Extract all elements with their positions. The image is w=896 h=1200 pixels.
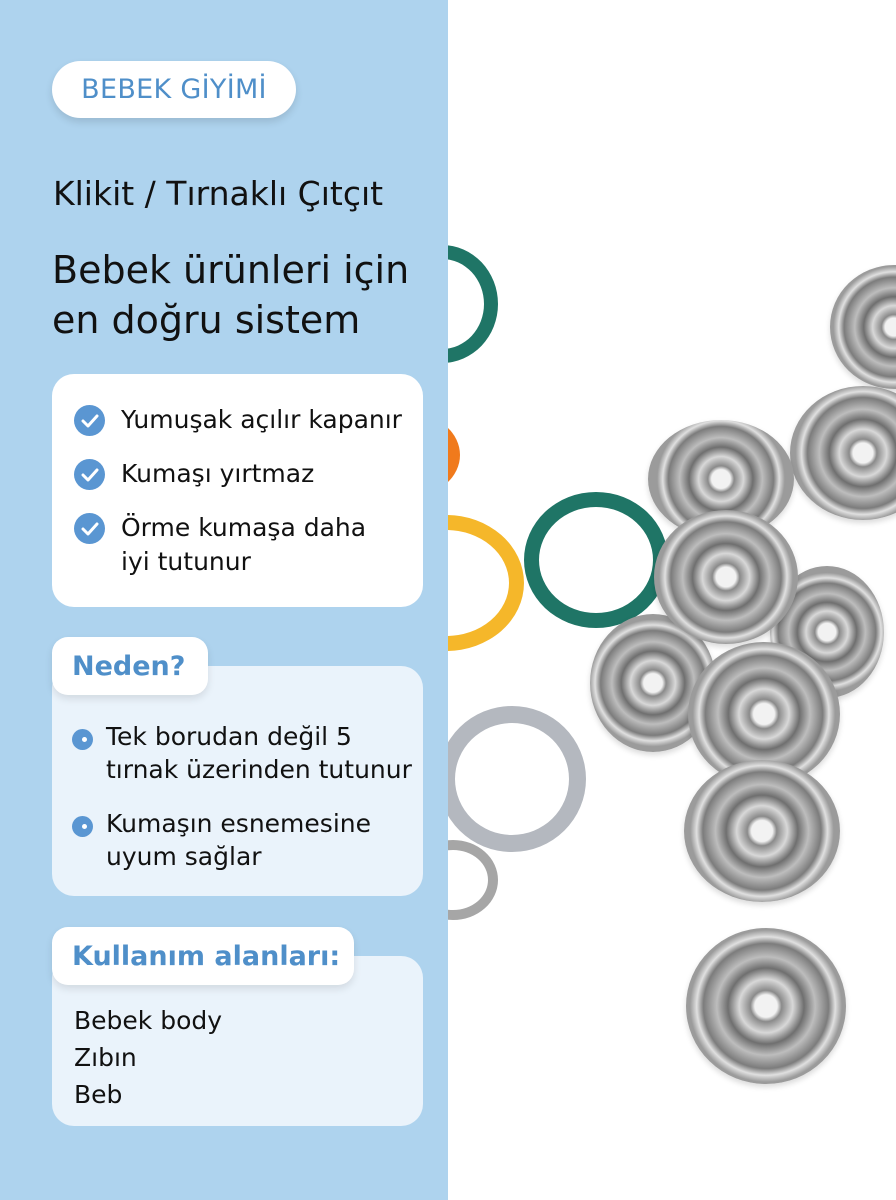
category-badge (52, 61, 296, 118)
metal-ring-partial (448, 840, 498, 920)
green-ring-top (448, 245, 498, 363)
why-text-line: tırnak üzerinden tutunur (106, 755, 412, 784)
why-text (106, 720, 412, 786)
usage-item: Zıbın (74, 1043, 137, 1072)
feature-text-line: Örme kumaşa daha (121, 513, 367, 542)
green-ring (524, 492, 668, 628)
snap-piece (654, 510, 798, 644)
why-text-line: Kumaşın esnemesine (106, 809, 371, 838)
headline-line-1: Bebek ürünleri için (52, 248, 410, 292)
snap-piece (684, 760, 840, 902)
feature-text-line: iyi tutunur (121, 547, 251, 576)
feature-item (74, 511, 366, 579)
snap-piece (686, 928, 846, 1084)
yellow-ring (448, 515, 524, 651)
gray-ring (448, 706, 586, 852)
feature-item (74, 403, 402, 437)
why-text-line: Tek borudan değil 5 (106, 722, 352, 751)
usage-item: Beb (74, 1080, 123, 1109)
why-text (106, 807, 371, 873)
headline-line-2: en doğru sistem (52, 298, 361, 342)
why-title: Neden? (52, 637, 208, 695)
why-item (72, 807, 371, 873)
category-badge-label: BEBEK GİYİMİ (81, 74, 267, 105)
usage-title: Kullanım alanları: (52, 927, 354, 985)
bullet-dot-icon (72, 729, 93, 750)
why-card (52, 666, 423, 896)
why-text-line: uyum sağlar (106, 842, 262, 871)
feature-text: Yumuşak açılır kapanır (121, 405, 402, 434)
feature-item (74, 457, 314, 491)
why-item (72, 720, 412, 786)
check-circle-icon (74, 405, 105, 436)
usage-list (74, 1002, 222, 1113)
headline (52, 245, 409, 345)
product-photo (448, 0, 896, 1200)
snap-piece (790, 386, 896, 520)
feature-text: Kumaşı yırtmaz (121, 459, 315, 488)
check-circle-icon (74, 513, 105, 544)
feature-text (121, 511, 366, 579)
snap-piece (830, 265, 896, 389)
bullet-dot-icon (72, 816, 93, 837)
usage-item: Bebek body (74, 1006, 223, 1035)
orange-ring (448, 415, 460, 495)
features-card (52, 374, 423, 607)
product-subtitle: Klikit / Tırnaklı Çıtçıt (53, 174, 384, 213)
check-circle-icon (74, 459, 105, 490)
